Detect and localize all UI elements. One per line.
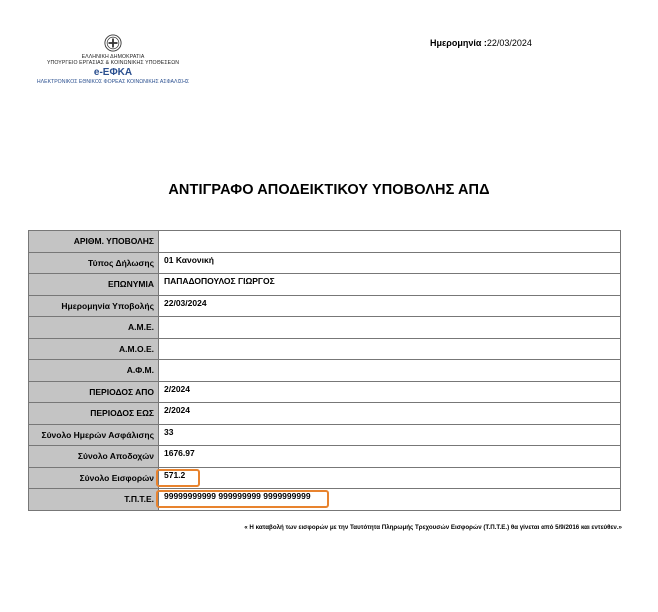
efka-logo: e-ΕΦΚΑ [93, 67, 133, 78]
row-label: Τ.Π.Τ.Ε. [29, 489, 159, 511]
table-row [29, 381, 621, 403]
agency-header [28, 34, 198, 85]
row-label: Α.Φ.Μ. [29, 360, 159, 382]
row-value: 01 Κανονική [159, 252, 621, 274]
gov-line-2: ΥΠΟΥΡΓΕΙΟ ΕΡΓΑΣΙΑΣ & ΚΟΙΝΩΝΙΚΗΣ ΥΠΟΘΕΣΕΩΝ [46, 60, 180, 66]
table-row [29, 295, 621, 317]
row-value: 571.2 [164, 469, 186, 480]
table-row [29, 338, 621, 360]
row-value: 2/2024 [159, 403, 621, 425]
table-row [29, 446, 621, 468]
row-label: Α.Μ.Ε. [29, 317, 159, 339]
row-value: 22/03/2024 [159, 295, 621, 317]
row-value [159, 360, 621, 382]
table-row [29, 360, 621, 382]
table-row [29, 467, 621, 489]
document-title: ΑΝΤΙΓΡΑΦΟ ΑΠΟΔΕΙΚΤΙΚΟΥ ΥΠΟΒΟΛΗΣ ΑΠΔ [168, 182, 490, 198]
agency-name: ΗΛΕΚΤΡΟΝΙΚΟΣ ΕΘΝΙΚΟΣ ΦΟΡΕΑΣ ΚΟΙΝΩΝΙΚΗΣ ΑΣΦΑΛΙΣΗΣ [36, 79, 190, 85]
row-label: Α.Μ.Ο.Ε. [29, 338, 159, 360]
row-value: ΠΑΠΑΔΟΠΟΥΛΟΣ ΓΙΩΡΓΟΣ [159, 274, 621, 296]
table-row [29, 489, 621, 511]
row-label: Ημερομηνία Υποβολής [29, 295, 159, 317]
row-label: ΠΕΡΙΟΔΟΣ ΑΠΟ [29, 381, 159, 403]
table-row [29, 403, 621, 425]
row-value: 33 [159, 424, 621, 446]
row-label: Σύνολο Αποδοχών [29, 446, 159, 468]
row-label: ΠΕΡΙΟΔΟΣ ΕΩΣ [29, 403, 159, 425]
row-value: 99999999999 999999999 9999999999 [164, 491, 311, 501]
table-row [29, 252, 621, 274]
row-label: Τύπος Δήλωσης [29, 252, 159, 274]
table-row [29, 274, 621, 296]
date-label: Ημερομηνία : [430, 38, 487, 48]
row-value [159, 317, 621, 339]
footnote: « Η καταβολή των εισφορών με την Ταυτότητα Πληρωμής Τρεχουσών Εισφορών (Τ.Π.Τ.Ε.) θα γίνεται από 5/9/2016 και εντεύθεν.» [244, 524, 622, 531]
greek-state-emblem-icon [104, 34, 122, 52]
contributions-total-cell [159, 467, 621, 489]
table-row [29, 231, 621, 253]
date-value: 22/03/2024 [486, 38, 532, 48]
highlight-box [156, 469, 200, 487]
header-date [430, 38, 532, 48]
row-label: Σύνολο Εισφορών [29, 467, 159, 489]
tpte-cell [159, 489, 621, 511]
submission-form-table [28, 230, 621, 511]
row-value [159, 338, 621, 360]
row-label: ΕΠΩΝΥΜΙΑ [29, 274, 159, 296]
row-value: 1676.97 [159, 446, 621, 468]
row-value: 2/2024 [159, 381, 621, 403]
gov-line-1: ΕΛΛΗΝΙΚΗ ΔΗΜΟΚΡΑΤΙΑ [81, 54, 145, 60]
highlight-box [156, 490, 329, 508]
row-label: Σύνολο Ημερών Ασφάλισης [29, 424, 159, 446]
row-label: ΑΡΙΘΜ. ΥΠΟΒΟΛΗΣ [29, 231, 159, 253]
row-value [159, 231, 621, 253]
table-row [29, 317, 621, 339]
table-row [29, 424, 621, 446]
